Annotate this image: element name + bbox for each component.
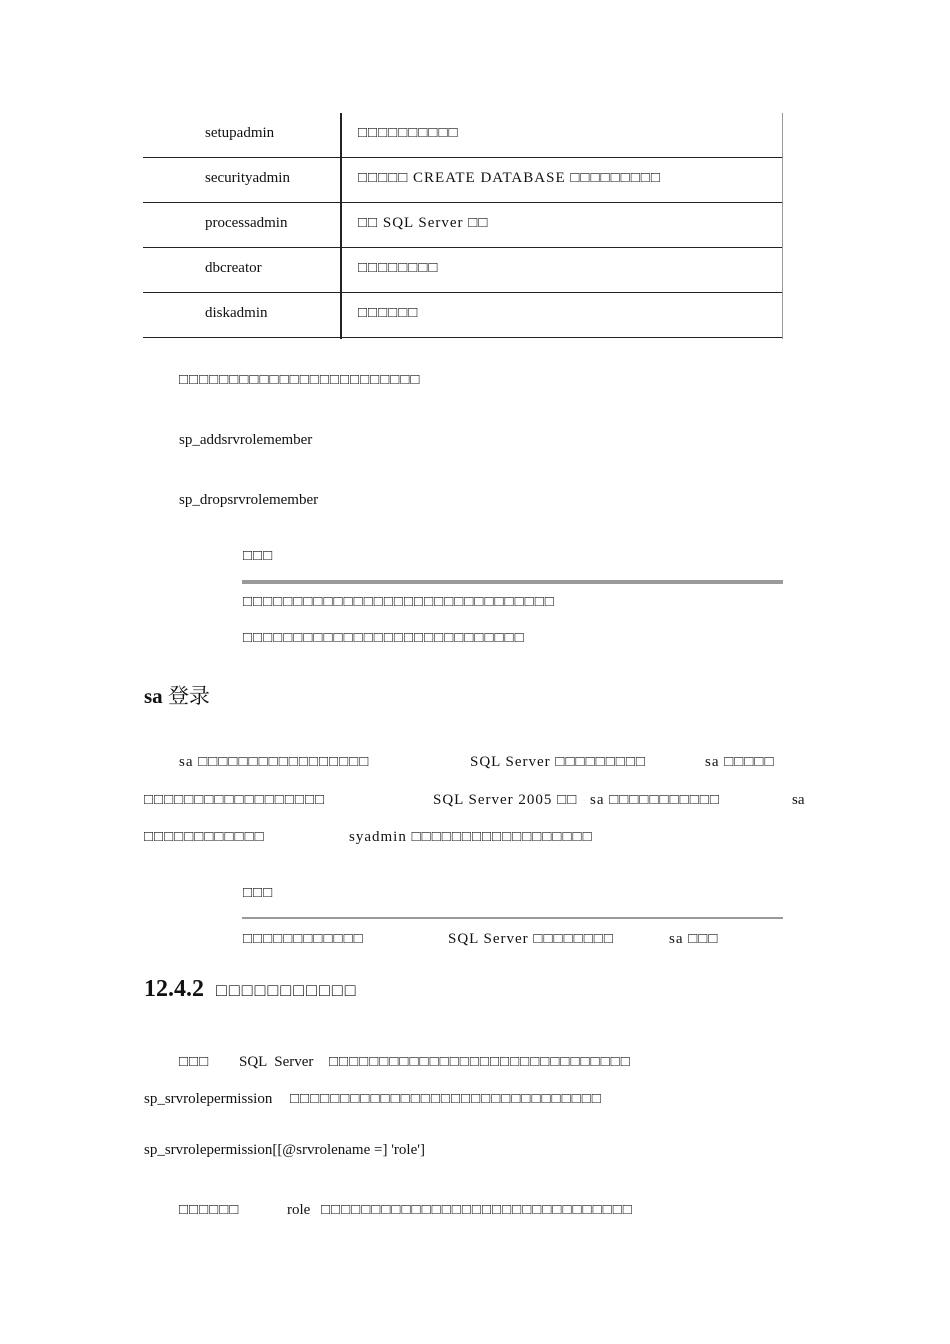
note-text-c: sa □□□ (669, 931, 719, 947)
para2-line1-a: □□□ (179, 1054, 210, 1070)
role-name-cell: setupadmin (205, 125, 275, 141)
syntax-line: sp_srvrolepermission[[@srvrolename =] 'role'] (144, 1142, 425, 1158)
note-text-a: □□□□□□□□□□□□ (243, 931, 364, 947)
note-divider (242, 580, 783, 584)
proc-add-name: sp_addsrvrolemember (179, 432, 313, 448)
para2-line2-b: □□□□□□□□□□□□□□□□□□□□□□□□□□□□□□□ (290, 1091, 602, 1107)
note-label: □□□ (243, 885, 274, 901)
sa-paragraph-line2-c: sa □□□□□□□□□□□ (590, 792, 720, 808)
intro-paragraph: □□□□□□□□□□□□□□□□□□□□□□□□ (179, 372, 421, 388)
server-roles-table (143, 113, 783, 339)
para3-line1-c: □□□□□□□□□□□□□□□□□□□□□□□□□□□□□□□ (321, 1202, 633, 1218)
sa-paragraph-line2-d: sa (792, 792, 805, 808)
section-title: □□□□□□□□□□□ (216, 980, 358, 1000)
role-name-cell: diskadmin (205, 305, 268, 321)
note-text-line: □□□□□□□□□□□□□□□□□□□□□□□□□□□□ (243, 630, 525, 646)
sa-paragraph-line1-a: sa □□□□□□□□□□□□□□□□□ (179, 754, 370, 770)
sa-paragraph-line1-c: sa □□□□□ (705, 754, 775, 770)
table-row (143, 293, 783, 338)
role-description-cell: □□□□□□□□ (358, 260, 439, 276)
table-row (143, 203, 783, 248)
sa-paragraph-line1-b: SQL Server □□□□□□□□□ (470, 754, 646, 770)
sa-login-heading (144, 680, 210, 710)
sa-paragraph-line3-b: syadmin □□□□□□□□□□□□□□□□□□ (349, 829, 593, 845)
table-row (143, 248, 783, 293)
role-description-cell: □□□□□□ (358, 305, 419, 321)
role-name-cell: dbcreator (205, 260, 262, 276)
para3-line1-a: □□□□□□ (179, 1202, 240, 1218)
role-description-cell: □□ SQL Server □□ (358, 215, 489, 231)
heading-text: 登录 (167, 684, 210, 708)
sa-paragraph-line2-b: SQL Server 2005 □□ (433, 792, 578, 808)
role-description-cell: □□□□□□□□□□ (358, 125, 459, 141)
role-name-cell: securityadmin (205, 170, 290, 186)
role-name-cell: processadmin (205, 215, 288, 231)
table-column-divider (340, 113, 342, 339)
section-heading (144, 976, 358, 1003)
proc-drop-name: sp_dropsrvrolemember (179, 492, 319, 508)
para2-line1-c: □□□□□□□□□□□□□□□□□□□□□□□□□□□□□□ (329, 1054, 631, 1070)
table-row (143, 158, 783, 203)
heading-prefix: sa (144, 684, 163, 708)
para2-line1-b: SQL Server (239, 1054, 314, 1070)
section-number: 12.4.2 (144, 976, 204, 1002)
note-divider (242, 917, 783, 919)
note-text-line: □□□□□□□□□□□□□□□□□□□□□□□□□□□□□□□ (243, 594, 555, 610)
note-text-b: SQL Server □□□□□□□□ (448, 931, 614, 947)
note-label: □□□ (243, 548, 274, 564)
sa-paragraph-line2-a: □□□□□□□□□□□□□□□□□□ (144, 792, 326, 808)
role-description-cell: □□□□□ CREATE DATABASE □□□□□□□□□ (358, 170, 661, 186)
para2-line2-a: sp_srvrolepermission (144, 1091, 273, 1107)
sa-paragraph-line3-a: □□□□□□□□□□□□ (144, 829, 265, 845)
table-row (143, 113, 783, 158)
table-right-border (782, 113, 783, 339)
para3-line1-b: role (287, 1202, 311, 1218)
